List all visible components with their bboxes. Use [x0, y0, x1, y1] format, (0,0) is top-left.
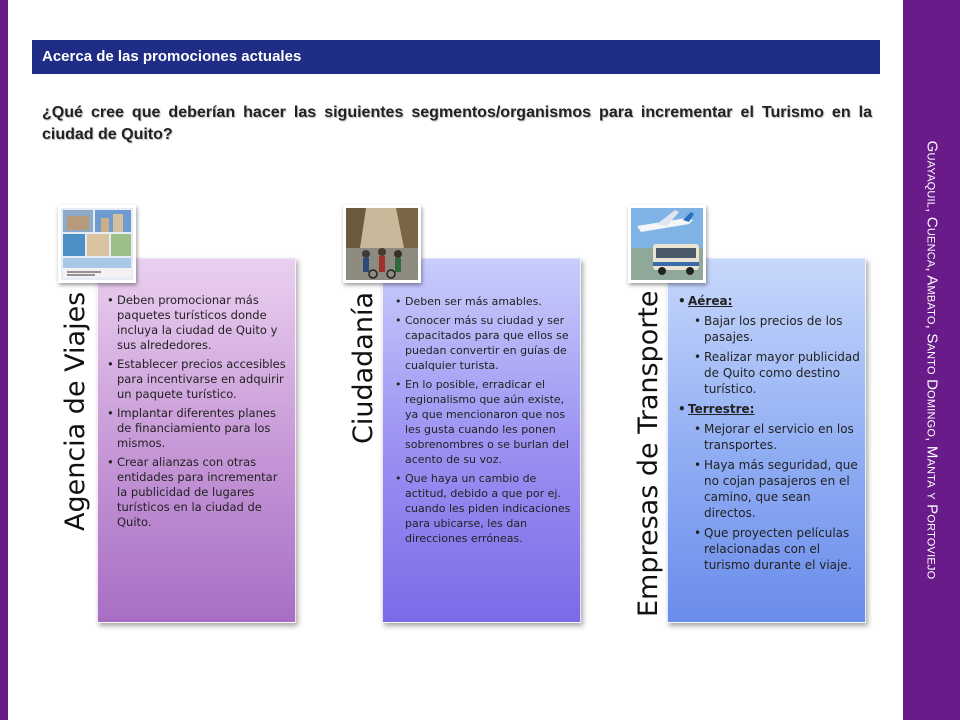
card-list: [678, 293, 862, 577]
list-item: • Realizar mayor publicidad de Quito como destino turístico.: [678, 349, 862, 397]
card-title: Agencia de Viajes: [60, 291, 91, 531]
list-item: • Implantar diferentes planes de financiamiento para los mismos.: [107, 406, 291, 451]
card-empresas-de-transporte: [633, 258, 866, 623]
survey-question: ¿Qué cree que deberían hacer las siguientes segmentos/organismos para incrementar el Turismo en la ciudad de Quito?: [42, 104, 872, 143]
list-heading: • Aérea:: [678, 293, 862, 309]
section-header: Acerca de las promociones actuales: [32, 40, 880, 74]
list-heading: • Terrestre:: [678, 401, 862, 417]
side-title: Guayaquil, Cuenca, Ambato, Santo Domingo, Manta y Portoviejo: [923, 140, 940, 580]
plane-and-bus-thumbnail: [628, 205, 706, 283]
list-item: • Mejorar el servicio en los transportes.: [678, 421, 862, 453]
card-title: Ciudadanía: [348, 292, 379, 444]
right-frame-bar: [903, 0, 960, 720]
list-item: • Crear alianzas con otras entidades para incrementar la publicidad de lugares turísticos en la ciudad de Quito.: [107, 455, 291, 530]
card-list: [395, 294, 577, 550]
list-item: • Deben promocionar más paquetes turísticos donde incluya la ciudad de Quito y sus alrededores.: [107, 293, 291, 353]
list-item: • Deben ser más amables.: [395, 294, 577, 309]
card-list: [107, 293, 291, 534]
list-item: • Haya más seguridad, que no cojan pasajeros en el camino, que sean directos.: [678, 457, 862, 521]
list-item: • Bajar los precios de los pasajes.: [678, 313, 862, 345]
citizens-street-thumbnail: [343, 205, 421, 283]
left-frame-bar: [0, 0, 8, 720]
card-ciudadania: [348, 258, 581, 623]
list-item: • Establecer precios accesibles para incentivarse en adquirir un paquete turístico.: [107, 357, 291, 402]
card-agencia-de-viajes: [60, 258, 296, 623]
list-item: • En lo posible, erradicar el regionalismo que aún existe, ya que mencionaron que nos les gusta cuando les ponen sobrenombres o se burlan del acento de su voz.: [395, 377, 577, 467]
list-item: • Que proyecten películas relacionadas con el turismo durante el viaje.: [678, 525, 862, 573]
list-item: • Que haya un cambio de actitud, debido a que por ej. cuando les piden indicaciones para ubicarse, les dan direcciones erróneas.: [395, 471, 577, 546]
list-item: • Conocer más su ciudad y ser capacitados para que ellos se puedan convertir en guías de cualquier turista.: [395, 313, 577, 373]
travel-agency-thumbnail: [58, 205, 136, 283]
card-title: Empresas de Transporte: [633, 290, 664, 617]
